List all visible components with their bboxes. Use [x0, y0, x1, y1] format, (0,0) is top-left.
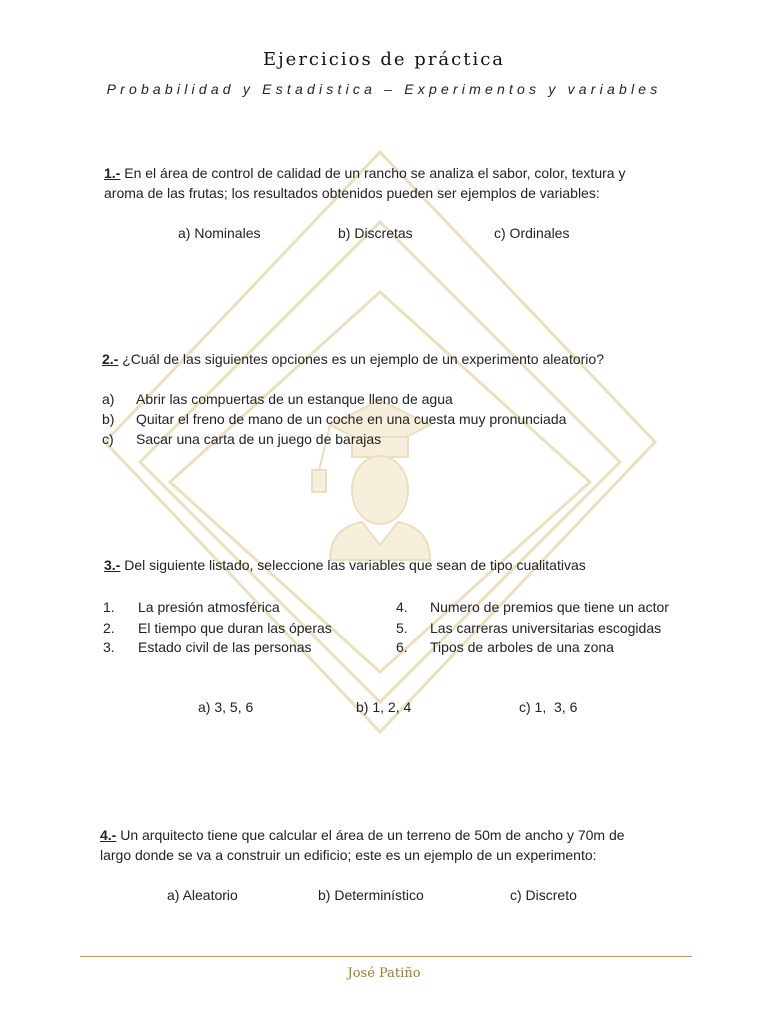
q3-marker-1: 1. — [103, 599, 115, 615]
question-number: 3.- — [104, 557, 121, 573]
q2-option-c[interactable]: Sacar una carta de un juego de barajas — [136, 431, 382, 447]
question-2 — [102, 349, 702, 369]
question-text: En el área de control de calidad de un rancho se analiza el sabor, color, textura y aroma de las frutas; los resultados obtenidos pueden ser ejemplos de variables: — [104, 165, 626, 201]
footer-author: José Patiño — [347, 966, 421, 981]
q3-marker-5: 5. — [396, 620, 408, 636]
question-text: Un arquitecto tiene que calcular el área de un terreno de 50m de ancho y 70m de largo donde se va a construir un edificio; este es un ejemplo de un experimento: — [100, 827, 625, 863]
q3-item-1: La presión atmosférica — [138, 599, 280, 615]
q1-option-c[interactable]: c) Ordinales — [494, 225, 570, 241]
page-subtitle: Probabilidad y Estadistica – Experimentos y variables — [106, 81, 662, 97]
q1-option-a[interactable]: a) Nominales — [178, 225, 261, 241]
q3-option-b[interactable]: b) 1, 2, 4 — [356, 699, 412, 715]
question-number: 2.- — [102, 351, 119, 367]
question-number: 1.- — [104, 165, 121, 181]
q3-item-2: El tiempo que duran las óperas — [138, 620, 332, 636]
question-number: 4.- — [100, 827, 117, 843]
q1-option-b[interactable]: b) Discretas — [338, 225, 413, 241]
q4-option-b[interactable]: b) Determinístico — [318, 887, 424, 903]
q2-marker-b: b) — [102, 411, 115, 427]
q3-item-3: Estado civil de las personas — [138, 639, 312, 655]
q3-item-5: Las carreras universitarias escogidas — [430, 620, 662, 636]
question-1 — [104, 163, 664, 203]
q4-option-a[interactable]: a) Aleatorio — [167, 887, 238, 903]
q3-option-c[interactable]: c) 1, 3, 6 — [519, 699, 578, 715]
q3-marker-3: 3. — [103, 639, 115, 655]
question-4 — [100, 825, 650, 865]
q2-marker-c: c) — [102, 431, 114, 447]
q2-option-a[interactable]: Abrir las compuertas de un estanque lleno de agua — [136, 391, 453, 407]
footer-divider — [80, 956, 692, 957]
question-text: Del siguiente listado, seleccione las variables que sean de tipo cualitativas — [124, 557, 586, 573]
q4-option-c[interactable]: c) Discreto — [510, 887, 577, 903]
q3-item-6: Tipos de arboles de una zona — [430, 639, 614, 655]
q2-marker-a: a) — [102, 391, 115, 407]
page-title: Ejercicios de práctica — [262, 49, 506, 70]
question-text: ¿Cuál de las siguientes opciones es un ejemplo de un experimento aleatorio? — [122, 351, 604, 367]
q3-marker-2: 2. — [103, 620, 115, 636]
q2-option-b[interactable]: Quitar el freno de mano de un coche en una cuesta muy pronunciada — [136, 411, 567, 427]
q3-marker-6: 6. — [396, 639, 408, 655]
question-3 — [104, 555, 704, 575]
q3-option-a[interactable]: a) 3, 5, 6 — [198, 699, 254, 715]
q3-item-4: Numero de premios que tiene un actor — [430, 599, 669, 615]
q3-marker-4: 4. — [396, 599, 408, 615]
